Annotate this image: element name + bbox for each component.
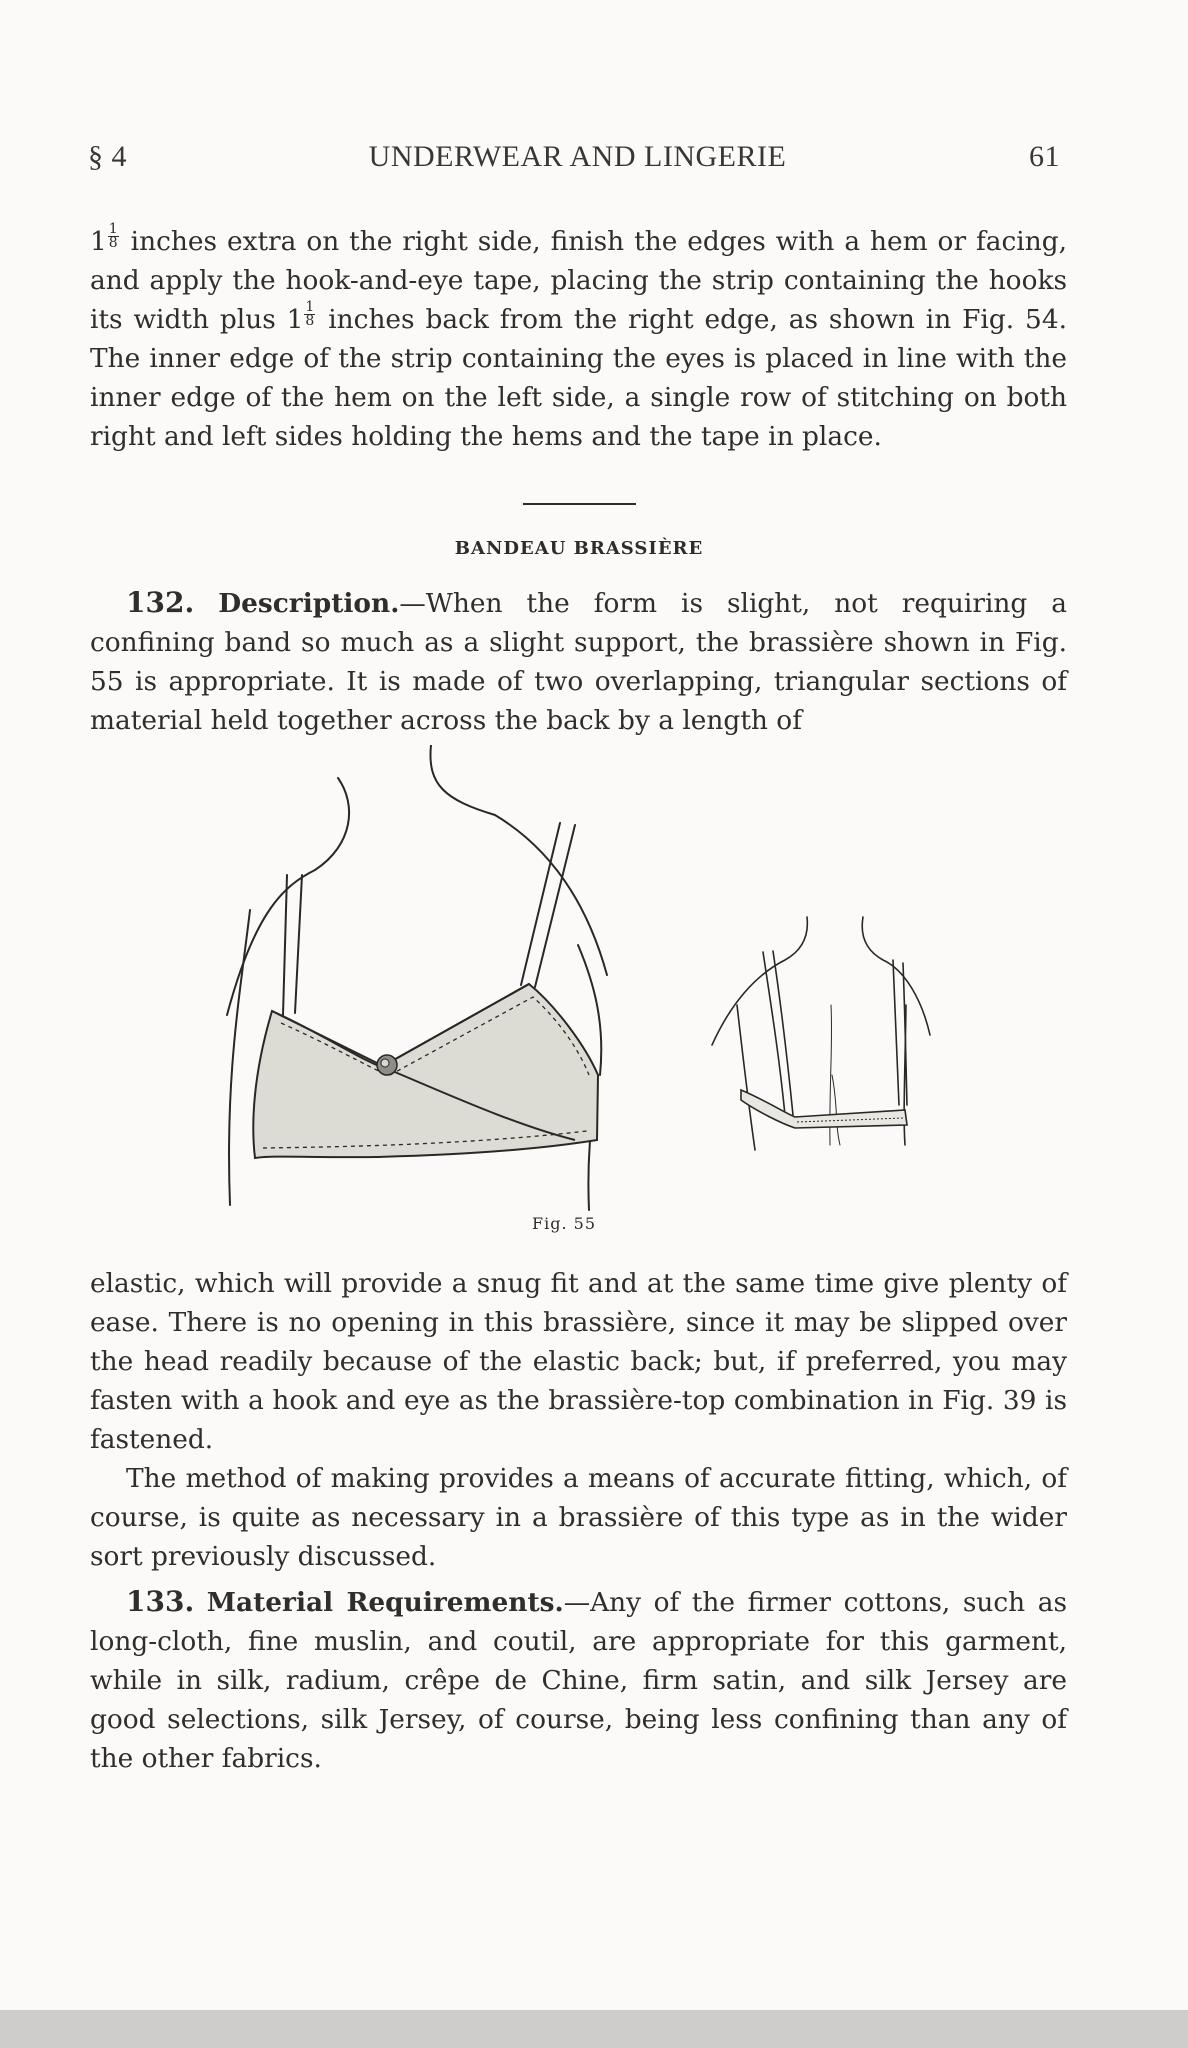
figure-caption: Fig. 55 (532, 1214, 596, 1233)
back-outline (712, 917, 807, 1045)
section-mark: § 4 (88, 140, 127, 173)
paragraph-text: inches extra on the right side, finish the edges with a hem or facing, and apply the hook-and-eye tape, placing the strip containing the hooks its width plus 1 (90, 226, 1067, 335)
paragraph-text: elastic, which will provide a snug fit and at the same time give plenty of ease. There is no opening in this brassière, since it may be slipped over the head readily because of the elastic back; but, if preferred, you may fasten with a hook and eye as the brassière-top combination in Fig. 39 is fastened. (90, 1268, 1067, 1455)
paragraph-132-continued (90, 1264, 1067, 1576)
back-outline (737, 1005, 755, 1150)
strap-left (283, 875, 287, 1015)
scan-border (0, 2010, 1188, 2048)
section-heading: BANDEAU BRASSIÈRE (454, 538, 704, 559)
running-title: UNDERWEAR AND LINGERIE (368, 140, 787, 173)
paragraph-number: 133. (126, 1585, 195, 1618)
back-strap (763, 952, 785, 1115)
running-header (0, 140, 1188, 184)
paragraph-text: The method of making provides a means of accurate fitting, which, of course, is quite as necessary in a brassière of this type as in the wider sort previously discussed. (90, 1463, 1067, 1572)
paragraph-title: Description. (218, 588, 400, 619)
body-outline (227, 778, 349, 1015)
paragraph-number: 132. (126, 586, 195, 619)
paragraph-132 (90, 583, 1067, 740)
rosette (381, 1059, 389, 1067)
section-divider (523, 503, 636, 505)
paragraph-text: —Any of the firmer cottons, such as long-cloth, fine muslin, and coutil, are appropriate for this garment, while in silk, radium, crêpe de Chine, firm satin, and silk Jersey are good selections, silk Jersey, of course, being less confining than any of the other fabrics. (90, 1587, 1067, 1774)
fraction-one-eighth: $\frac{1}{8}$ (305, 299, 315, 329)
paragraph-text: —When the form is slight, not requiring a confining band so much as a slight support, the brassière shown in Fig. 55 is appropriate. It is made of two overlapping, triangular sections of material held together across the back by a length of (90, 588, 1067, 736)
paragraph-text: inches back from the right edge, as shown in Fig. 54. The inner edge of the strip containing the eyes is placed in line with the inner edge of the hem on the left side, a single row of stitching on both right and left sides holding the hems and the tape in place. (90, 304, 1067, 452)
spine-line (832, 1075, 840, 1145)
page-number: 61 (1029, 140, 1060, 173)
elastic-band (741, 1090, 907, 1128)
fraction-whole: 1 (90, 226, 107, 257)
figure-55-brassiere-illustration (215, 745, 955, 1225)
continued-paragraph (90, 222, 1067, 456)
body-outline (430, 745, 607, 975)
strap-left (295, 875, 302, 1013)
paragraph-title: Material Requirements. (206, 1587, 564, 1618)
paragraph-133 (90, 1582, 1067, 1778)
back-strap (893, 960, 899, 1105)
fraction-one-eighth: $\frac{1}{8}$ (108, 221, 118, 251)
